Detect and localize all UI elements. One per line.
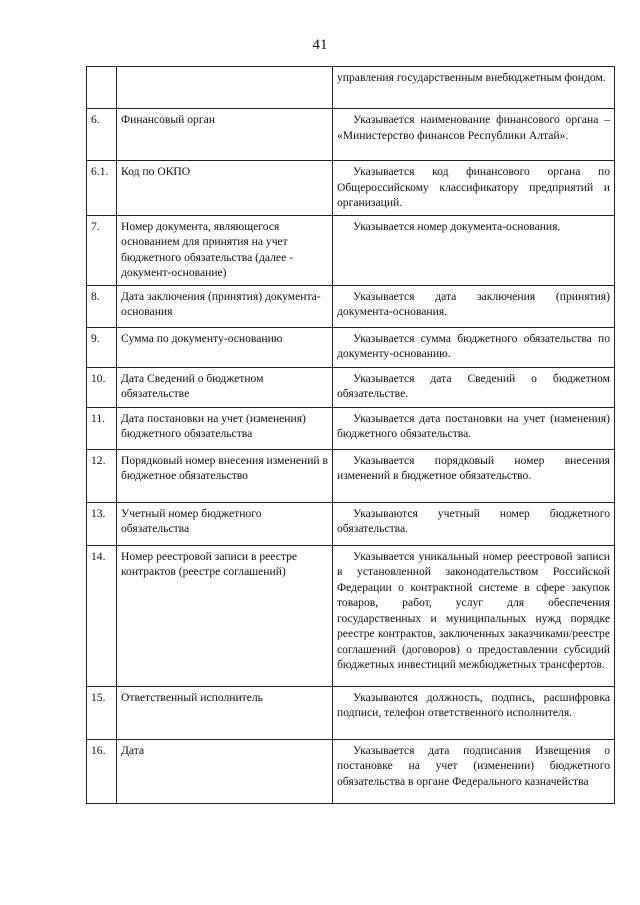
table-row	[87, 407, 615, 449]
field-name: Код по ОКПО	[117, 161, 333, 216]
row-number: 14.	[87, 545, 117, 686]
field-description-text: Указываются должность, подпись, расшифровка подписи, телефон ответственного исполнителя.	[337, 690, 610, 719]
document-table	[86, 66, 615, 804]
table-row	[87, 327, 615, 367]
field-name: Дата постановки на учет (изменения) бюджетного обязательства	[117, 407, 333, 449]
field-description	[333, 109, 615, 161]
page-number: 41	[312, 37, 328, 53]
field-name	[117, 67, 333, 109]
row-number: 13.	[87, 502, 117, 545]
field-name: Дата	[117, 739, 333, 803]
field-description-text: Указываются учетный номер бюджетного обязательства.	[337, 506, 610, 535]
table-row	[87, 67, 615, 109]
field-description	[333, 739, 615, 803]
field-description-text: Указывается дата постановки на учет (изменения) бюджетного обязательства.	[337, 411, 610, 440]
field-description	[333, 285, 615, 327]
field-description	[333, 367, 615, 407]
field-name: Дата заключения (принятия) документа-основания	[117, 285, 333, 327]
table-body	[87, 67, 615, 804]
row-number: 9.	[87, 327, 117, 367]
field-description	[333, 545, 615, 686]
table-row	[87, 545, 615, 686]
field-name: Сумма по документу-основанию	[117, 327, 333, 367]
row-number: 8.	[87, 285, 117, 327]
field-description-text: Указывается дата заключения (принятия) документа-основания.	[337, 289, 610, 318]
row-number: 6.1.	[87, 161, 117, 216]
row-number: 10.	[87, 367, 117, 407]
field-name: Номер документа, являющегося основанием для принятия на учет бюджетного обязательства (далее - документ-основание)	[117, 215, 333, 285]
table-row	[87, 502, 615, 545]
field-description	[333, 407, 615, 449]
row-number: 7.	[87, 215, 117, 285]
field-description-text: Указывается номер документа-основания.	[353, 219, 561, 233]
row-number: 6.	[87, 109, 117, 161]
table-row	[87, 215, 615, 285]
field-name: Номер реестровой записи в реестре контрактов (реестре соглашений)	[117, 545, 333, 686]
field-description-text: Указывается код финансового органа по Общероссийскому классификатору предприятий и организаций.	[337, 165, 610, 209]
field-description	[333, 215, 615, 285]
table-row	[87, 161, 615, 216]
table-row	[87, 285, 615, 327]
field-description	[333, 67, 615, 109]
field-description	[333, 161, 615, 216]
row-number: 16.	[87, 739, 117, 803]
field-description	[333, 327, 615, 367]
field-description	[333, 686, 615, 739]
field-description-text: Указывается уникальный номер реестровой записи в установленной законодательством Российской Федерации о контрактной системе в сфере закупок товаров, работ, услуг для обеспечения государственных и муниципальных нужд порядке реестре контрактов, заключенных заказчиками/реестре соглашений (договоров) о предоставлении субсидий бюджетных инвестиций межбюджетных трансфертов.	[337, 549, 610, 671]
field-description	[333, 449, 615, 502]
field-name: Учетный номер бюджетного обязательства	[117, 502, 333, 545]
field-description	[333, 502, 615, 545]
field-name: Финансовый орган	[117, 109, 333, 161]
field-description-text: управления государственным внебюджетным фондом.	[337, 71, 606, 84]
row-number: 15.	[87, 686, 117, 739]
field-description-text: Указывается сумма бюджетного обязательства по документу-основанию.	[337, 331, 610, 360]
table-row	[87, 109, 615, 161]
table-row	[87, 449, 615, 502]
table-row	[87, 686, 615, 739]
field-name: Ответственный исполнитель	[117, 686, 333, 739]
table-row	[87, 367, 615, 407]
row-number	[87, 67, 117, 109]
field-name: Порядковый номер внесения изменений в бюджетное обязательство	[117, 449, 333, 502]
field-description-text: Указывается дата подписания Извещения о постановке на учет (изменении) бюджетного обязательства в органе Федерального казначейства	[337, 743, 610, 788]
field-description-text: Указывается порядковый номер внесения изменений в бюджетное обязательство.	[337, 453, 610, 482]
row-number: 12.	[87, 449, 117, 502]
field-name: Дата Сведений о бюджетном обязательстве	[117, 367, 333, 407]
field-description-text: Указывается дата Сведений о бюджетном обязательстве.	[337, 371, 610, 400]
field-description-text: Указывается наименование финансового органа – «Министерство финансов Республики Алтай».	[337, 113, 610, 142]
table-row	[87, 739, 615, 803]
row-number: 11.	[87, 407, 117, 449]
